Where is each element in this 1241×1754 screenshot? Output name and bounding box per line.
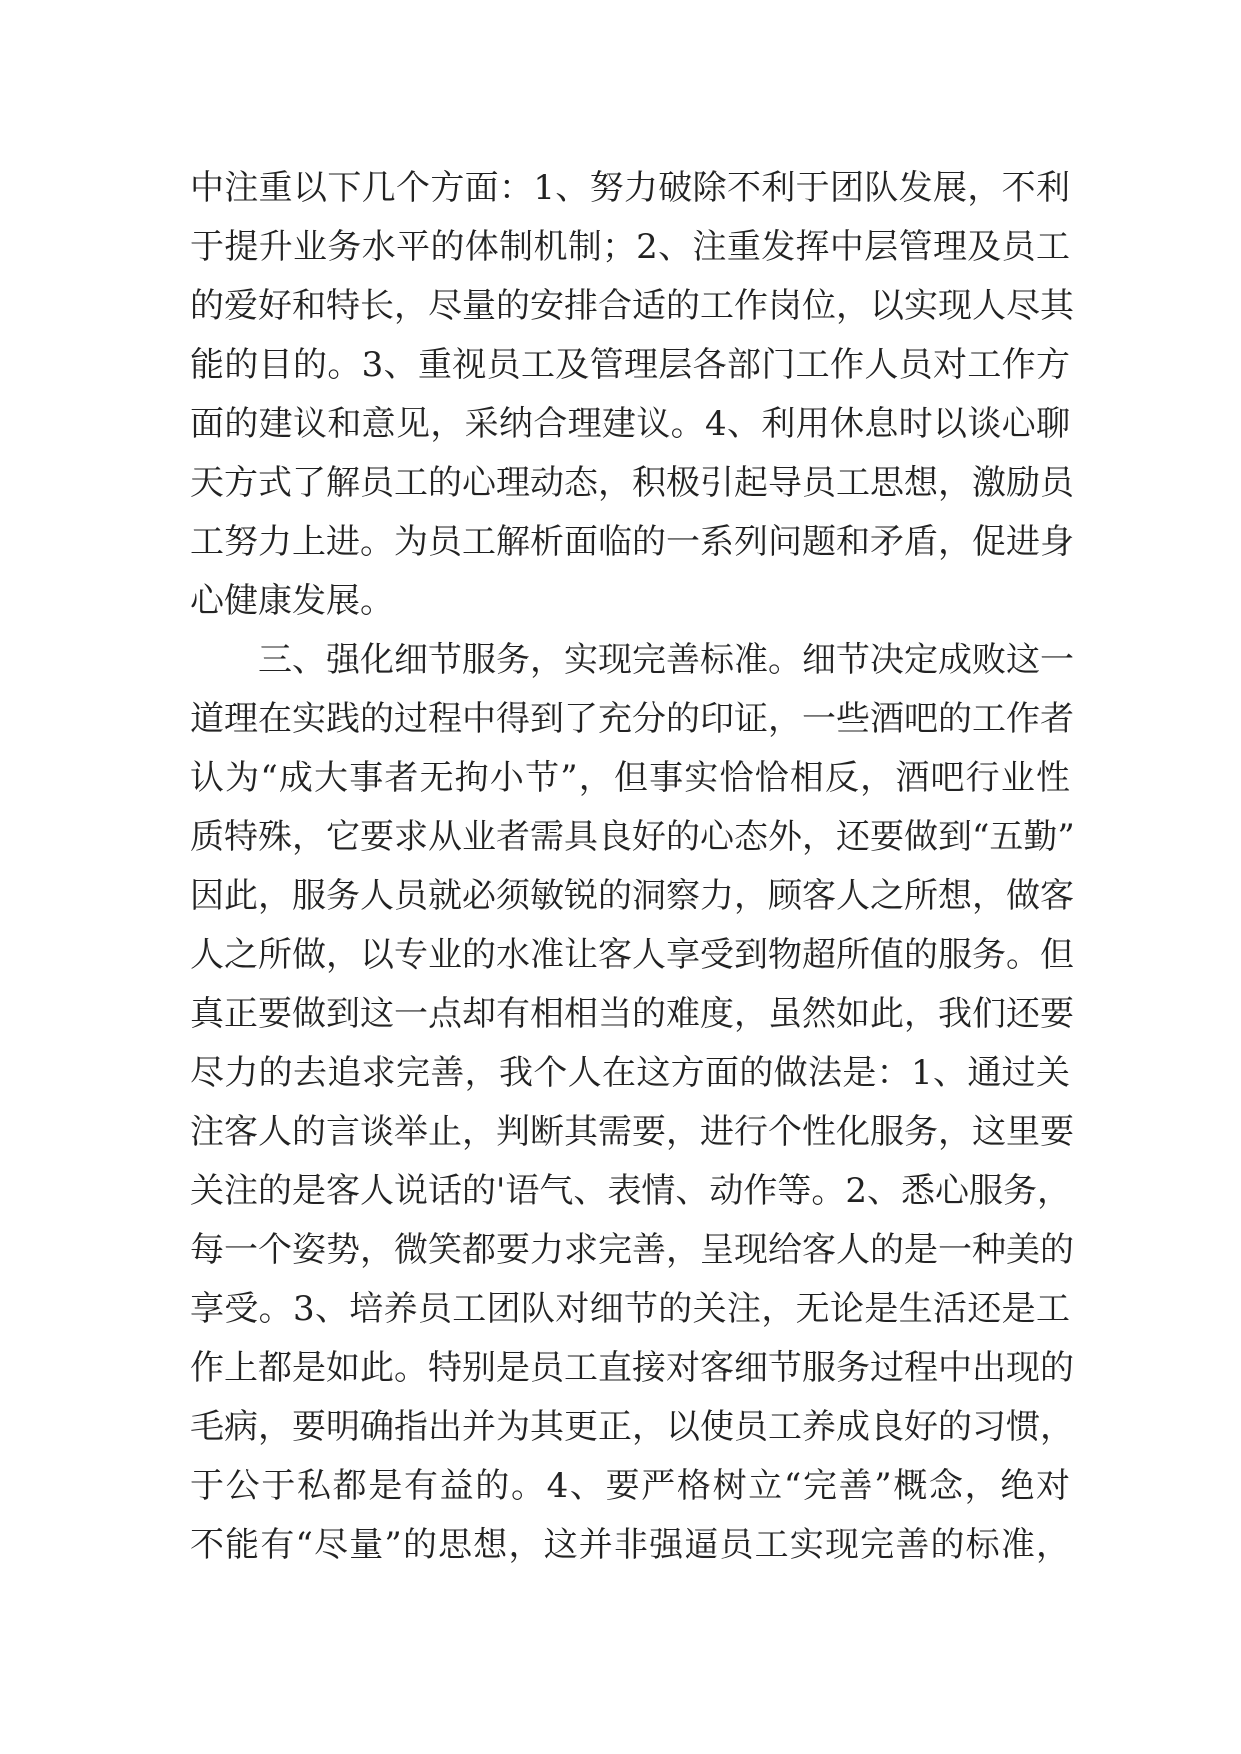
text-line: 作上都是如此。特别是员工直接对客细节服务过程中出现的 xyxy=(190,1348,1074,1388)
text-line: 天方式了解员工的心理动态，积极引起导员工思想，激励员 xyxy=(190,463,1074,503)
text-line: 道理在实践的过程中得到了充分的印证，一些酒吧的工作者 xyxy=(190,699,1074,739)
text-line: 享受。3、培养员工团队对细节的关注，无论是生活还是工 xyxy=(190,1289,1070,1329)
text-line: 注客人的言谈举止，判断其需要，进行个性化服务，这里要 xyxy=(190,1112,1074,1152)
text-line: 尽力的去追求完善，我个人在这方面的做法是：1、通过关 xyxy=(190,1053,1070,1093)
text-line: 质特殊，它要求从业者需具良好的心态外，还要做到“五勤” xyxy=(190,817,1075,857)
text-line: 能的目的。3、重视员工及管理层各部门工作人员对工作方 xyxy=(190,345,1070,385)
paragraph-end-line: 心健康发展。 xyxy=(190,581,394,621)
text-line: 每一个姿势，微笑都要力求完善，呈现给客人的是一种美的 xyxy=(190,1230,1074,1270)
text-line: 真正要做到这一点却有相相当的难度，虽然如此，我们还要 xyxy=(190,994,1074,1034)
text-line: 不能有“尽量”的思想，这并非强逼员工实现完善的标准， xyxy=(190,1525,1070,1565)
text-line: 于提升业务水平的体制机制；2、注重发挥中层管理及员工 xyxy=(190,227,1070,267)
text-line: 关注的是客人说话的'语气、表情、动作等。2、悉心服务， xyxy=(190,1171,1071,1211)
text-line: 中注重以下几个方面：1、努力破除不利于团队发展，不利 xyxy=(190,168,1070,208)
text-line: 于公于私都是有益的。4、要严格树立“完善”概念，绝对 xyxy=(190,1466,1070,1506)
text-line: 面的建议和意见，采纳合理建议。4、利用休息时以谈心聊 xyxy=(190,404,1070,444)
body-text xyxy=(190,159,1075,1575)
text-line: 的爱好和特长，尽量的安排合适的工作岗位，以实现人尽其 xyxy=(190,286,1074,326)
text-line: 因此，服务人员就必须敏锐的洞察力，顾客人之所想，做客 xyxy=(190,876,1074,916)
text-line: 人之所做，以专业的水准让客人享受到物超所值的服务。但 xyxy=(190,935,1074,975)
text-line: 毛病，要明确指出并为其更正，以使员工养成良好的习惯， xyxy=(190,1407,1074,1447)
text-line: 工努力上进。为员工解析面临的一系列问题和矛盾，促进身 xyxy=(190,522,1074,562)
paragraph-start-line: 三、强化细节服务，实现完善标准。细节决定成败这一 xyxy=(258,640,1074,680)
text-line: 认为“成大事者无拘小节”，但事实恰恰相反，酒吧行业性 xyxy=(190,758,1070,798)
